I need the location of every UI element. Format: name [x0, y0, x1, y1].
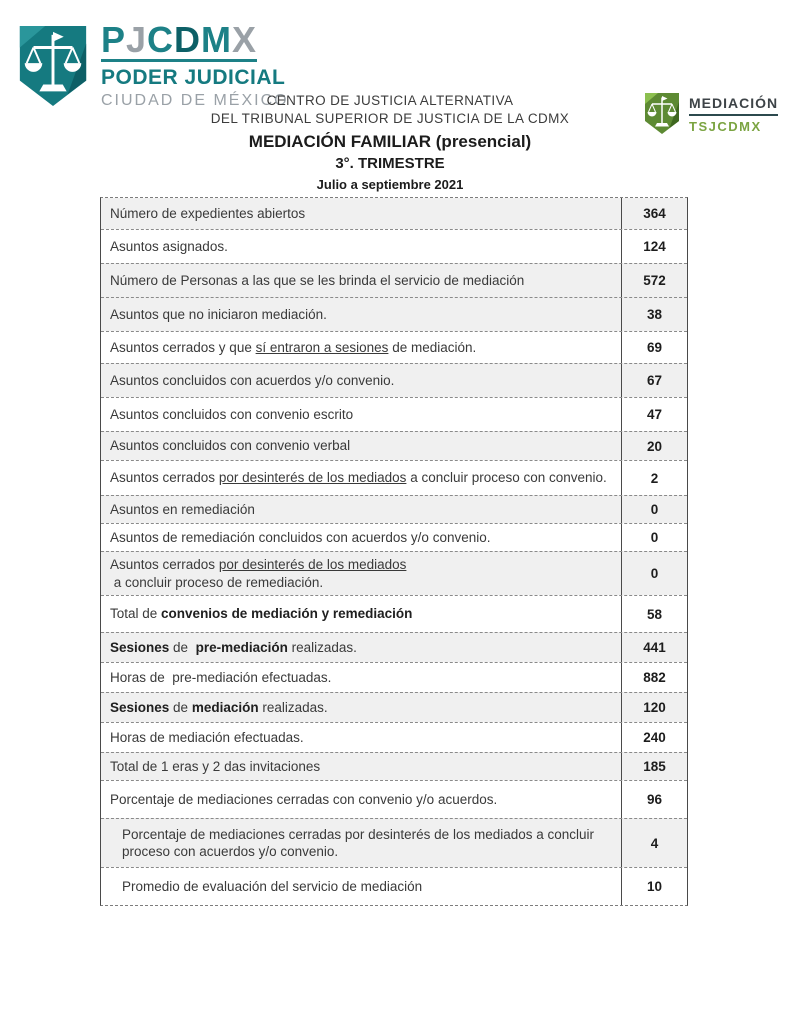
- row-label: [101, 753, 622, 780]
- row-value: 38: [646, 307, 663, 322]
- row-label-segment: Asuntos en remediación: [110, 501, 255, 517]
- wordmark-letter: X: [232, 19, 258, 60]
- table-row: [101, 229, 687, 263]
- poder-judicial-label: PODER JUDICIAL: [101, 66, 286, 89]
- table-row: [101, 495, 687, 523]
- table-row: [101, 331, 687, 363]
- row-label-segment: Horas de pre-mediación efectuadas.: [110, 669, 332, 685]
- row-label-segment: Asuntos concluidos con acuerdos y/o convenio.: [110, 372, 395, 388]
- row-label-segment: Horas de mediación efectuadas.: [110, 729, 304, 745]
- row-label-segment: pre-mediación: [195, 639, 288, 655]
- row-label-segment: a concluir proceso con convenio.: [406, 470, 607, 486]
- row-label: [101, 819, 622, 867]
- row-label-segment: por desinterés de los mediados: [218, 470, 407, 486]
- wordmark-letter: P: [101, 19, 127, 60]
- period-title: 3°. TRIMESTRE: [335, 155, 445, 172]
- row-value: 572: [643, 273, 666, 288]
- row-label-segment: Sesiones: [110, 699, 170, 715]
- row-label-segment: Sesiones: [110, 639, 170, 655]
- row-label: [101, 596, 622, 632]
- table-row: [101, 632, 687, 662]
- row-value: 120: [643, 700, 666, 716]
- row-label: [101, 552, 622, 595]
- wordmark-letter: M: [201, 19, 233, 60]
- table-row: [101, 551, 687, 595]
- row-label-segment: por desinterés de los mediados: [218, 557, 407, 572]
- table-row: [101, 867, 687, 905]
- row-label-segment: de mediación.: [388, 339, 477, 355]
- table-row: [101, 460, 687, 495]
- wordmark-letter: C: [147, 19, 175, 60]
- row-label-segment: Promedio de evaluación del servicio de mediación: [122, 878, 423, 894]
- table-row: [101, 780, 687, 818]
- row-label-segment: realizadas.: [287, 639, 357, 655]
- table-row: [101, 397, 687, 431]
- row-label: [101, 198, 622, 229]
- row-label-segment: de: [169, 639, 196, 655]
- row-value: 10: [646, 879, 663, 895]
- row-label: [101, 693, 622, 722]
- row-label-segment: Asuntos de remediación concluidos con acuerdos y/o convenio.: [110, 529, 491, 545]
- row-label-segment: Total de 1 eras y 2 das invitaciones: [110, 758, 321, 774]
- org-line-2: DEL TRIBUNAL SUPERIOR DE JUSTICIA DE LA CDMX: [210, 111, 570, 126]
- row-label-segment: Total de: [110, 606, 162, 622]
- row-value: 20: [646, 438, 663, 454]
- table-row: [101, 752, 687, 780]
- row-value: 240: [643, 730, 666, 746]
- row-label: [101, 663, 622, 692]
- row-value: 4: [650, 835, 659, 851]
- row-value: 882: [643, 670, 666, 686]
- stats-table: [100, 197, 688, 906]
- row-label-segment: Asuntos asignados.: [110, 238, 228, 254]
- pjcdmx-wordmark: [101, 19, 258, 62]
- row-value: 96: [646, 792, 663, 808]
- row-label-segment: Asuntos que no iniciaron mediación.: [110, 306, 327, 322]
- row-label-segment: realizadas.: [258, 699, 328, 715]
- table-row: [101, 692, 687, 722]
- row-label-segment: Asuntos concluidos con convenio verbal: [110, 438, 351, 454]
- row-label-segment: Porcentaje de mediaciones cerradas por desinterés de los mediados a concluir proceso con acuerdos y/o convenio.: [122, 826, 598, 860]
- tsjcdmx-label: TSJCDMX: [689, 118, 762, 134]
- row-label: [101, 461, 622, 495]
- table-row: [101, 263, 687, 297]
- table-row: [101, 363, 687, 397]
- table-row: [101, 297, 687, 331]
- row-label-segment: de: [169, 699, 192, 715]
- row-value: 364: [643, 206, 666, 221]
- row-label: [101, 633, 622, 662]
- row-label: [101, 496, 622, 523]
- document-header: [0, 92, 780, 193]
- row-label: [101, 398, 622, 431]
- row-label-segment: convenios de mediación y remediación: [161, 606, 413, 622]
- row-value: 0: [650, 502, 659, 517]
- table-row: [101, 662, 687, 692]
- program-title: MEDIACIÓN FAMILIAR (presencial): [248, 132, 532, 151]
- row-label: [101, 298, 622, 331]
- row-value: 0: [650, 530, 659, 545]
- row-value: 185: [643, 759, 666, 775]
- row-label-segment: mediación: [191, 699, 259, 715]
- table-row: [101, 198, 687, 229]
- row-label: [101, 332, 622, 363]
- row-value: 441: [643, 640, 666, 656]
- table-row: [101, 523, 687, 551]
- row-label: [101, 432, 622, 460]
- row-value: 58: [646, 606, 663, 622]
- row-label-segment: Asuntos cerrados y que: [110, 339, 256, 355]
- row-value: 69: [646, 340, 663, 355]
- row-value: 67: [646, 373, 663, 388]
- row-value: 47: [646, 407, 663, 422]
- row-label-segment: Número de expedientes abiertos: [110, 205, 306, 221]
- row-label: [101, 524, 622, 551]
- table-row: [101, 595, 687, 632]
- table-row: [101, 431, 687, 460]
- wordmark-letter: J: [126, 19, 148, 60]
- ciudad-de-mexico-label: CIUDAD DE MÉXICO: [101, 92, 289, 109]
- org-line-1: CENTRO DE JUSTICIA ALTERNATIVA: [266, 93, 514, 108]
- row-value: 124: [643, 239, 666, 254]
- row-label: [101, 230, 622, 263]
- row-label-segment: Asuntos cerrados: [110, 470, 219, 486]
- row-label-segment: Asuntos concluidos con convenio escrito: [110, 406, 354, 422]
- wordmark-letter: D: [174, 19, 202, 60]
- row-label: [101, 264, 622, 297]
- row-label: [101, 723, 622, 752]
- row-label-segment: Porcentaje de mediaciones cerradas con convenio y/o acuerdos.: [110, 791, 498, 807]
- row-label-segment: Número de Personas a las que se les brinda el servicio de mediación: [110, 272, 525, 288]
- mediacion-label: MEDIACIÓN: [689, 94, 779, 111]
- row-value: 0: [650, 566, 659, 582]
- row-value: 2: [650, 470, 659, 486]
- date-range: Julio a septiembre 2021: [316, 177, 464, 192]
- table-row: [101, 818, 687, 867]
- row-label-segment: sí entraron a sesiones: [255, 339, 389, 355]
- row-label: [101, 781, 622, 818]
- row-label-segment: a concluir proceso de remediación.: [110, 574, 324, 590]
- row-label-segment: Asuntos cerrados: [110, 557, 219, 572]
- row-label: [101, 364, 622, 397]
- row-label: [101, 868, 622, 905]
- table-row: [101, 722, 687, 752]
